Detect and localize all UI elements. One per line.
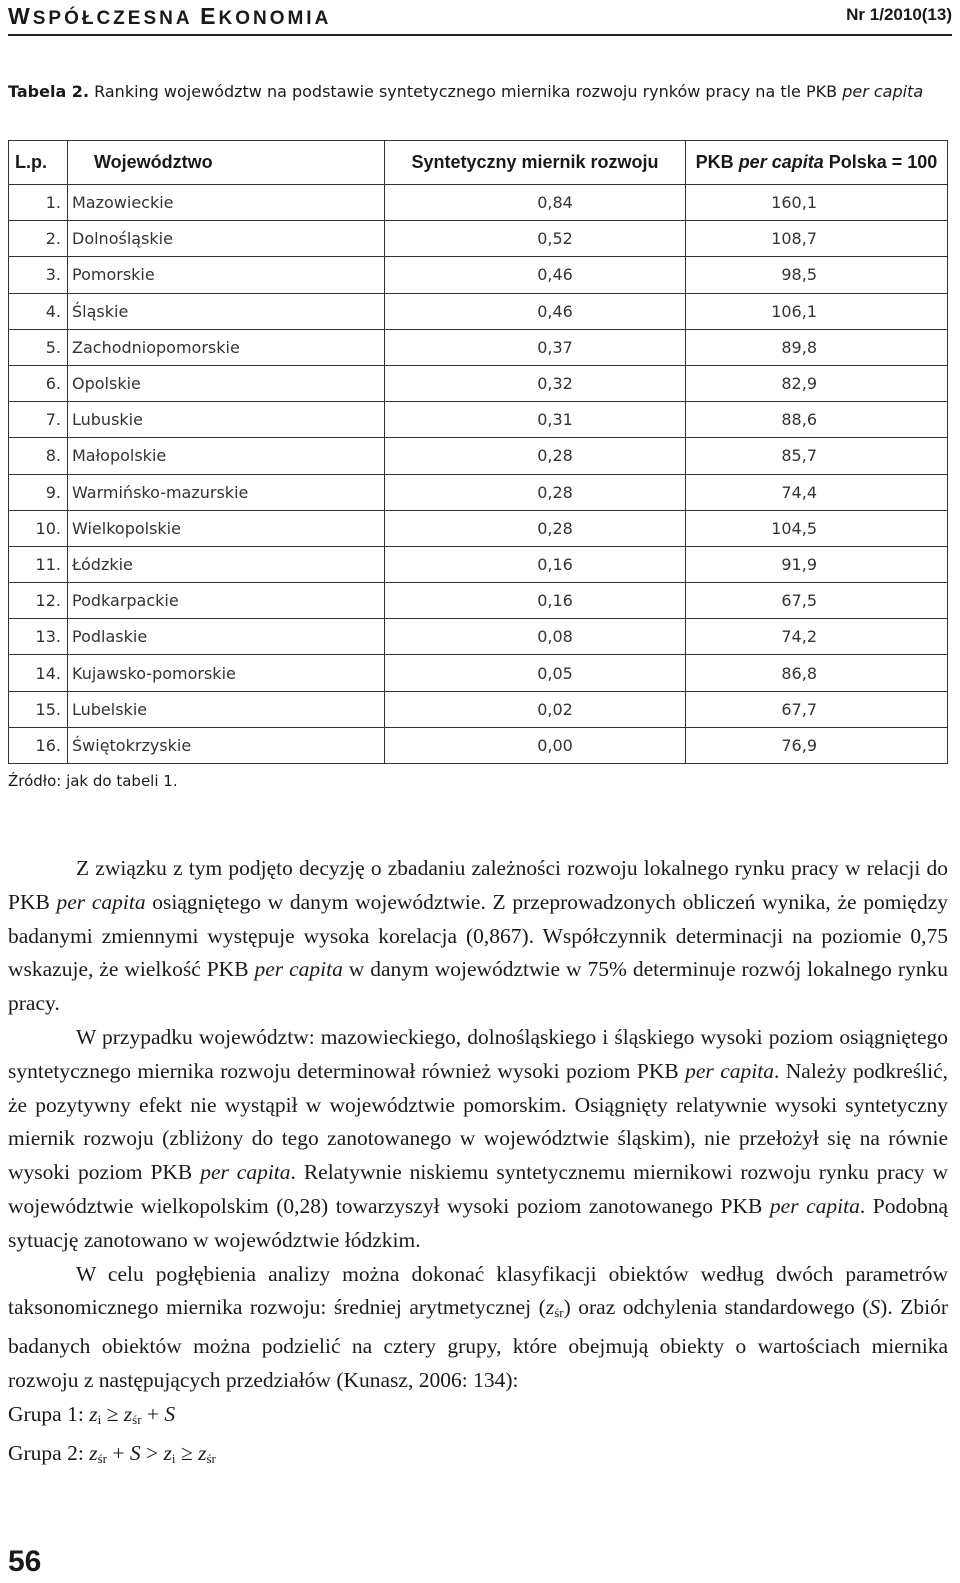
row-gdp-per-capita: 67,7 bbox=[686, 691, 948, 727]
row-voivodeship: Małopolskie bbox=[68, 438, 385, 474]
row-voivodeship: Wielkopolskie bbox=[68, 510, 385, 546]
header-gdp-suffix: Polska = 100 bbox=[823, 152, 938, 172]
row-voivodeship: Mazowieckie bbox=[68, 185, 385, 221]
row-gdp-per-capita: 98,5 bbox=[686, 257, 948, 293]
row-voivodeship: Lubelskie bbox=[68, 691, 385, 727]
row-development-index: 0,02 bbox=[385, 691, 686, 727]
row-gdp-per-capita: 160,1 bbox=[686, 185, 948, 221]
row-voivodeship: Podkarpackie bbox=[68, 583, 385, 619]
header-development-index: Syntetyczny miernik rozwoju bbox=[385, 141, 686, 185]
row-gdp-per-capita: 86,8 bbox=[686, 655, 948, 691]
header-voivodeship: Województwo bbox=[68, 141, 385, 185]
row-lp: 11. bbox=[9, 546, 68, 582]
row-voivodeship: Łódzkie bbox=[68, 546, 385, 582]
issue-number: Nr 1/2010(13) bbox=[846, 5, 952, 24]
table-row bbox=[9, 583, 948, 619]
row-development-index: 0,00 bbox=[385, 727, 686, 763]
row-gdp-per-capita: 106,1 bbox=[686, 293, 948, 329]
row-gdp-per-capita: 74,2 bbox=[686, 619, 948, 655]
row-development-index: 0,28 bbox=[385, 438, 686, 474]
row-development-index: 0,16 bbox=[385, 583, 686, 619]
row-development-index: 0,46 bbox=[385, 293, 686, 329]
row-lp: 7. bbox=[9, 402, 68, 438]
formula-group-1: Grupa 1: $z_i \ge z_{śr} + S$ bbox=[8, 1401, 176, 1427]
row-gdp-per-capita: 88,6 bbox=[686, 402, 948, 438]
row-development-index: 0,16 bbox=[385, 546, 686, 582]
row-lp: 14. bbox=[9, 655, 68, 691]
paragraph-1: Z związku z tym podjęto decyzję o zbadaniu zależności rozwoju lokalnego rynku pracy w relacji do PKB per capita osiągniętego w danym województwie. Z przeprowadzonych obliczeń wynika, że pomiędzy badanymi zmiennymi występuje wysoka korelacja (0,867). Współczynnik determinacji na poziomie 0,75 wskazuje, że wielkość PKB per capita w danym województwie w 75% determinuje rozwój lokalnego rynku pracy. bbox=[8, 856, 948, 1016]
row-gdp-per-capita: 108,7 bbox=[686, 221, 948, 257]
row-voivodeship: Kujawsko-pomorskie bbox=[68, 655, 385, 691]
row-lp: 8. bbox=[9, 438, 68, 474]
row-lp: 3. bbox=[9, 257, 68, 293]
row-gdp-per-capita: 82,9 bbox=[686, 365, 948, 401]
row-gdp-per-capita: 74,4 bbox=[686, 474, 948, 510]
body-text bbox=[8, 852, 948, 1475]
table-row bbox=[9, 293, 948, 329]
journal-title: WSPÓŁCZESNA EKONOMIA bbox=[8, 3, 332, 29]
row-lp: 2. bbox=[9, 221, 68, 257]
row-gdp-per-capita: 104,5 bbox=[686, 510, 948, 546]
table-header-row bbox=[9, 141, 948, 185]
table-row bbox=[9, 185, 948, 221]
row-voivodeship: Podlaskie bbox=[68, 619, 385, 655]
row-development-index: 0,32 bbox=[385, 365, 686, 401]
row-lp: 9. bbox=[9, 474, 68, 510]
row-gdp-per-capita: 85,7 bbox=[686, 438, 948, 474]
table-row bbox=[9, 510, 948, 546]
row-lp: 5. bbox=[9, 329, 68, 365]
row-voivodeship: Pomorskie bbox=[68, 257, 385, 293]
paragraph-3: W celu pogłębienia analizy można dokonać klasyfikacji obiektów według dwóch parametrów taksonomicznego miernika rozwoju: średniej arytmetycznej $(z_{śr})$ oraz odchylenia standardowego (S). Zbiór badanych obiektów można podzielić na cztery grupy, które obejmują obiekty o wartościach miernika rozwoju z następujących przedziałów (Kunasz, 2006: 134): bbox=[8, 1261, 948, 1392]
table-caption bbox=[8, 79, 948, 104]
row-development-index: 0,84 bbox=[385, 185, 686, 221]
table-row bbox=[9, 329, 948, 365]
table-row bbox=[9, 438, 948, 474]
formula-group-2: Grupa 2: $z_{śr} + S > z_i \ge z_{śr}$ bbox=[8, 1440, 216, 1466]
row-lp: 13. bbox=[9, 619, 68, 655]
table-row bbox=[9, 365, 948, 401]
row-lp: 15. bbox=[9, 691, 68, 727]
table-row bbox=[9, 546, 948, 582]
row-voivodeship: Warmińsko-mazurskie bbox=[68, 474, 385, 510]
header-gdp-italic: per capita bbox=[738, 152, 824, 172]
row-voivodeship: Lubuskie bbox=[68, 402, 385, 438]
row-gdp-per-capita: 91,9 bbox=[686, 546, 948, 582]
header-gdp-prefix: PKB bbox=[695, 152, 739, 172]
running-header bbox=[8, 0, 952, 36]
table-row bbox=[9, 257, 948, 293]
table-row bbox=[9, 221, 948, 257]
row-voivodeship: Śląskie bbox=[68, 293, 385, 329]
row-gdp-per-capita: 76,9 bbox=[686, 727, 948, 763]
row-lp: 10. bbox=[9, 510, 68, 546]
caption-label: Tabela 2. bbox=[8, 82, 90, 101]
ranking-table bbox=[8, 140, 948, 764]
row-development-index: 0,08 bbox=[385, 619, 686, 655]
table-row bbox=[9, 474, 948, 510]
table-row bbox=[9, 402, 948, 438]
caption-text: Ranking województw na podstawie syntetycznego miernika rozwoju rynków pracy na tle PKB bbox=[89, 82, 843, 101]
row-voivodeship: Dolnośląskie bbox=[68, 221, 385, 257]
header-gdp-per-capita bbox=[686, 141, 948, 185]
row-voivodeship: Zachodniopomorskie bbox=[68, 329, 385, 365]
row-development-index: 0,05 bbox=[385, 655, 686, 691]
page-number: 56 bbox=[8, 1545, 42, 1578]
row-development-index: 0,28 bbox=[385, 510, 686, 546]
row-lp: 4. bbox=[9, 293, 68, 329]
row-lp: 16. bbox=[9, 727, 68, 763]
table-body bbox=[9, 185, 948, 764]
table-row bbox=[9, 691, 948, 727]
row-lp: 6. bbox=[9, 365, 68, 401]
header-lp: L.p. bbox=[9, 141, 68, 185]
row-development-index: 0,37 bbox=[385, 329, 686, 365]
row-lp: 12. bbox=[9, 583, 68, 619]
row-development-index: 0,46 bbox=[385, 257, 686, 293]
row-gdp-per-capita: 67,5 bbox=[686, 583, 948, 619]
row-voivodeship: Opolskie bbox=[68, 365, 385, 401]
table-row bbox=[9, 619, 948, 655]
row-development-index: 0,31 bbox=[385, 402, 686, 438]
row-gdp-per-capita: 89,8 bbox=[686, 329, 948, 365]
caption-italic: per capita bbox=[842, 82, 924, 101]
table-row bbox=[9, 727, 948, 763]
row-development-index: 0,52 bbox=[385, 221, 686, 257]
row-lp: 1. bbox=[9, 185, 68, 221]
table-source: Źródło: jak do tabeli 1. bbox=[8, 772, 178, 790]
row-development-index: 0,28 bbox=[385, 474, 686, 510]
row-voivodeship: Świętokrzyskie bbox=[68, 727, 385, 763]
paragraph-2: W przypadku województw: mazowieckiego, dolnośląskiego i śląskiego wysoki poziom osiągniętego syntetycznego miernika rozwoju determinował również wysoki poziom PKB per capita. Należy podkreślić, że pozytywny efekt nie wystąpił w województwie pomorskim. Osiągnięty relatywnie wysoki syntetyczny miernik rozwoju (zbliżony do tego zanotowanego w województwie śląskim), nie przełożył się na równie wysoki poziom PKB per capita. Relatywnie niskiemu syntetycznemu miernikowi rozwoju rynku pracy w województwie wielkopolskim (0,28) towarzyszył wysoki poziom zanotowanego PKB per capita. Podobną sytuację zanotowano w województwie łódzkim. bbox=[8, 1024, 949, 1252]
table-row bbox=[9, 655, 948, 691]
